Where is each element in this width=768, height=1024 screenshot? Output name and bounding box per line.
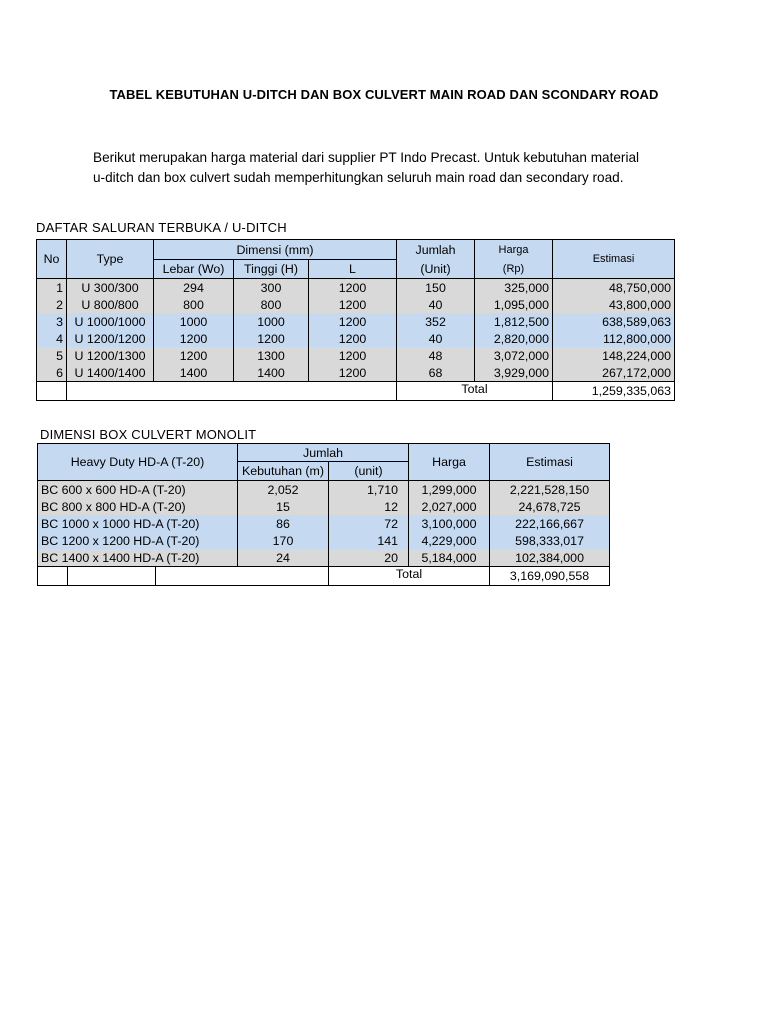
cell-tinggi: 800	[234, 296, 309, 313]
table-row	[37, 313, 675, 330]
cell-tinggi: 1200	[234, 330, 309, 347]
cell-l: 1200	[309, 364, 397, 382]
total-value: 3,169,090,558	[490, 567, 610, 586]
table-row	[37, 364, 675, 382]
cell-estimasi: 598,333,017	[490, 532, 610, 549]
header-rp: (Rp)	[475, 260, 553, 279]
table-row	[38, 481, 610, 499]
box-section-label: DIMENSI BOX CULVERT MONOLIT	[40, 427, 257, 442]
page-title: TABEL KEBUTUHAN U-DITCH DAN BOX CULVERT MAIN ROAD DAN SCONDARY ROAD	[109, 87, 659, 102]
cell-jumlah: 40	[397, 330, 475, 347]
cell-type: U 300/300	[67, 279, 154, 297]
cell-jumlah: 48	[397, 347, 475, 364]
table-row	[38, 549, 610, 567]
cell-no: 3	[37, 313, 67, 330]
cell-unit: 1,710	[329, 481, 409, 499]
cell-type: BC 800 x 800 HD-A (T-20)	[38, 498, 238, 515]
cell-no: 4	[37, 330, 67, 347]
cell-harga: 2,820,000	[475, 330, 553, 347]
cell-kebutuhan: 24	[238, 549, 329, 567]
cell-type: BC 1000 x 1000 HD-A (T-20)	[38, 515, 238, 532]
cell-lebar: 1200	[154, 347, 234, 364]
header-type: Type	[67, 240, 154, 279]
header-l: L	[309, 260, 397, 279]
table-row	[38, 515, 610, 532]
intro-line-2: u-ditch dan box culvert sudah memperhitungkan seluruh main road dan secondary road.	[93, 170, 624, 185]
table-row	[37, 296, 675, 313]
cell-lebar: 800	[154, 296, 234, 313]
cell-type: BC 1400 x 1400 HD-A (T-20)	[38, 549, 238, 567]
cell-estimasi: 222,166,667	[490, 515, 610, 532]
total-label: Total	[329, 567, 490, 586]
cell-estimasi: 148,224,000	[553, 347, 675, 364]
cell-tinggi: 300	[234, 279, 309, 297]
cell-estimasi: 24,678,725	[490, 498, 610, 515]
table-row	[38, 532, 610, 549]
cell-jumlah: 68	[397, 364, 475, 382]
cell-type: BC 600 x 600 HD-A (T-20)	[38, 481, 238, 499]
cell-unit: 72	[329, 515, 409, 532]
total-label: Total	[397, 382, 553, 401]
cell-type: U 1400/1400	[67, 364, 154, 382]
header-harga: Harga	[475, 240, 553, 260]
cell-jumlah: 352	[397, 313, 475, 330]
cell-l: 1200	[309, 330, 397, 347]
header-no: No	[37, 240, 67, 279]
box-culvert-table	[37, 443, 610, 586]
cell-harga: 1,812,500	[475, 313, 553, 330]
cell-estimasi: 112,800,000	[553, 330, 675, 347]
cell-type: U 1000/1000	[67, 313, 154, 330]
cell-kebutuhan: 170	[238, 532, 329, 549]
header-dimensi: Dimensi (mm)	[154, 240, 397, 260]
cell-harga: 4,229,000	[409, 532, 490, 549]
cell-type: BC 1200 x 1200 HD-A (T-20)	[38, 532, 238, 549]
cell-estimasi: 2,221,528,150	[490, 481, 610, 499]
header-unit: (unit)	[329, 462, 409, 481]
cell-harga: 2,027,000	[409, 498, 490, 515]
cell-lebar: 1000	[154, 313, 234, 330]
cell-kebutuhan: 2,052	[238, 481, 329, 499]
cell-tinggi: 1300	[234, 347, 309, 364]
cell-l: 1200	[309, 347, 397, 364]
cell-type: U 1200/1200	[67, 330, 154, 347]
cell-harga: 325,000	[475, 279, 553, 297]
cell-lebar: 1200	[154, 330, 234, 347]
header-lebar: Lebar (Wo)	[154, 260, 234, 279]
cell-kebutuhan: 86	[238, 515, 329, 532]
cell-l: 1200	[309, 313, 397, 330]
header-unit: (Unit)	[397, 260, 475, 279]
cell-no: 2	[37, 296, 67, 313]
table-row	[38, 498, 610, 515]
cell-harga: 1,299,000	[409, 481, 490, 499]
cell-type: U 1200/1300	[67, 347, 154, 364]
intro-paragraph	[93, 148, 693, 188]
cell-estimasi: 48,750,000	[553, 279, 675, 297]
cell-unit: 141	[329, 532, 409, 549]
cell-estimasi: 102,384,000	[490, 549, 610, 567]
cell-kebutuhan: 15	[238, 498, 329, 515]
cell-no: 5	[37, 347, 67, 364]
cell-unit: 12	[329, 498, 409, 515]
cell-lebar: 294	[154, 279, 234, 297]
udith-section-label: DAFTAR SALURAN TERBUKA / U-DITCH	[36, 220, 287, 235]
table-row	[37, 279, 675, 297]
header-tinggi: Tinggi (H)	[234, 260, 309, 279]
cell-tinggi: 1000	[234, 313, 309, 330]
table-row	[37, 347, 675, 364]
cell-jumlah: 150	[397, 279, 475, 297]
udith-table	[36, 239, 675, 401]
header-jumlah: Jumlah	[397, 240, 475, 260]
header-kebutuhan: Kebutuhan (m)	[238, 462, 329, 481]
cell-harga: 3,072,000	[475, 347, 553, 364]
cell-unit: 20	[329, 549, 409, 567]
cell-harga: 5,184,000	[409, 549, 490, 567]
cell-l: 1200	[309, 279, 397, 297]
header-jumlah: Jumlah	[238, 444, 409, 462]
total-row	[37, 382, 675, 401]
cell-estimasi: 638,589,063	[553, 313, 675, 330]
table-row	[37, 330, 675, 347]
cell-no: 6	[37, 364, 67, 382]
cell-l: 1200	[309, 296, 397, 313]
total-row	[38, 567, 610, 586]
cell-lebar: 1400	[154, 364, 234, 382]
cell-estimasi: 43,800,000	[553, 296, 675, 313]
cell-tinggi: 1400	[234, 364, 309, 382]
cell-type: U 800/800	[67, 296, 154, 313]
cell-harga: 3,929,000	[475, 364, 553, 382]
intro-line-1: Berikut merupakan harga material dari supplier PT Indo Precast. Untuk kebutuhan material	[93, 150, 640, 165]
total-value: 1,259,335,063	[553, 382, 675, 401]
header-heavy-duty: Heavy Duty HD-A (T-20)	[38, 444, 238, 481]
cell-harga: 1,095,000	[475, 296, 553, 313]
cell-no: 1	[37, 279, 67, 297]
cell-jumlah: 40	[397, 296, 475, 313]
cell-estimasi: 267,172,000	[553, 364, 675, 382]
header-estimasi: Estimasi	[553, 240, 675, 279]
header-estimasi: Estimasi	[490, 444, 610, 481]
header-harga: Harga	[409, 444, 490, 481]
cell-harga: 3,100,000	[409, 515, 490, 532]
